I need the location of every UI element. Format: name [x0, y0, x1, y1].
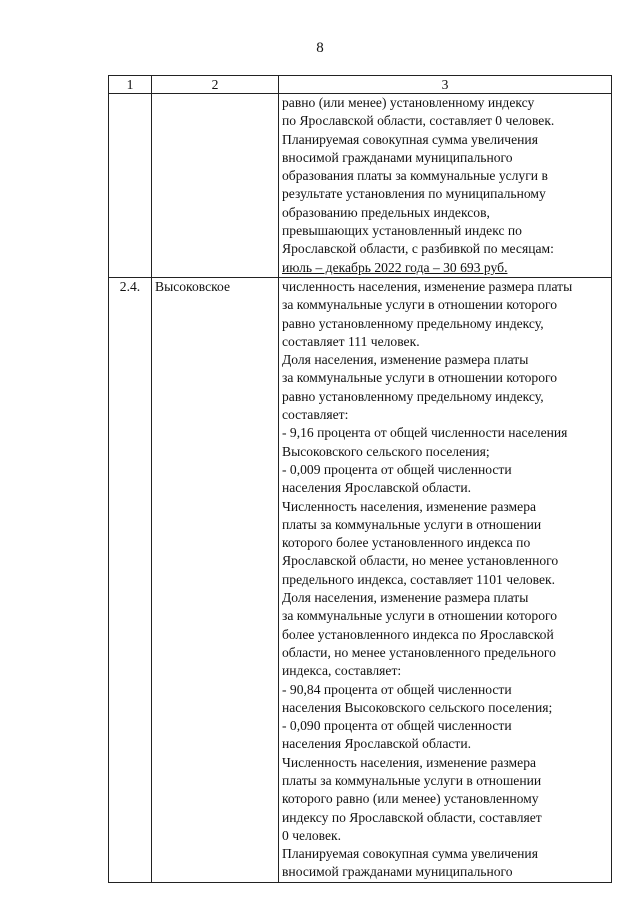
text-line: индексу по Ярославской области, составляет	[282, 809, 542, 825]
text-line: предельного индекса, составляет 1101 человек.	[282, 571, 556, 587]
text-line: населения Ярославской области.	[282, 736, 472, 752]
text-line: образования платы за коммунальные услуги в	[282, 168, 548, 184]
description-cell	[279, 277, 612, 882]
text-line: за коммунальные услуги в отношении которого	[282, 370, 558, 386]
text-line: превышающих установленный индекс по	[282, 223, 522, 239]
text-line: Ярославской области, с разбивкой по месяцам:	[282, 241, 554, 257]
text-line: по Ярославской области, составляет 0 человек.	[282, 113, 555, 129]
text-line: Доля населения, изменение размера платы	[282, 352, 529, 368]
text-line: платы за коммунальные услуги в отношении	[282, 516, 542, 532]
text-line: составляет 111 человек.	[282, 333, 420, 349]
text-line: - 90,84 процента от общей численности	[282, 681, 512, 697]
text-line: 0 человек.	[282, 827, 342, 843]
text-line: платы за коммунальные услуги в отношении	[282, 772, 542, 788]
text-line: Высоковского сельского поселения;	[282, 443, 490, 459]
text-line: за коммунальные услуги в отношении которого	[282, 608, 558, 624]
table-row	[109, 277, 612, 882]
text-line: численность населения, изменение размера платы	[282, 278, 573, 294]
description-cell	[279, 94, 612, 278]
text-line: индекса, составляет:	[282, 663, 402, 679]
municipality-name-cell: Высоковское	[152, 277, 279, 882]
text-line: Ярославской области, но менее установленного	[282, 553, 559, 569]
document-table	[108, 75, 612, 883]
column-header-2: 2	[152, 76, 279, 94]
text-line: которого равно (или менее) установленному	[282, 791, 539, 807]
municipality-name-cell	[152, 94, 279, 278]
text-line: за коммунальные услуги в отношении которого	[282, 297, 558, 313]
text-line: - 0,009 процента от общей численности	[282, 461, 512, 477]
text-line: - 9,16 процента от общей численности населения	[282, 425, 568, 441]
text-line: Доля населения, изменение размера платы	[282, 590, 529, 606]
text-line: области, но менее установленного предельного	[282, 644, 556, 660]
text-line: - 0,090 процента от общей численности	[282, 718, 512, 734]
text-line: населения Высоковского сельского поселения;	[282, 699, 553, 715]
text-line: которого более установленного индекса по	[282, 535, 531, 551]
row-number-cell	[109, 94, 152, 278]
text-line: равно (или менее) установленному индексу	[282, 95, 535, 110]
text-line: результате установления по муниципальному	[282, 186, 546, 202]
text-line: более установленного индекса по Ярославской	[282, 626, 554, 642]
text-line: июль – декабрь 2022 года – 30 693 руб.	[282, 259, 508, 275]
text-line: Планируемая совокупная сумма увеличения	[282, 846, 538, 862]
page-number: 8	[316, 40, 324, 56]
text-line: равно установленному предельному индексу,	[282, 388, 544, 404]
table-row	[109, 94, 612, 278]
table-header-row	[109, 76, 612, 94]
text-line: равно установленному предельному индексу,	[282, 315, 544, 331]
row-number-cell: 2.4.	[109, 277, 152, 882]
text-line: Планируемая совокупная сумма увеличения	[282, 131, 538, 147]
text-line: образованию предельных индексов,	[282, 204, 490, 220]
text-line: Численность населения, изменение размера	[282, 754, 537, 770]
table-body	[109, 94, 612, 883]
text-line: Численность населения, изменение размера	[282, 498, 537, 514]
column-header-1: 1	[109, 76, 152, 94]
text-line: населения Ярославской области.	[282, 480, 472, 496]
column-header-3: 3	[279, 76, 612, 94]
text-line: вносимой гражданами муниципального	[282, 149, 513, 165]
text-line: вносимой гражданами муниципального	[282, 864, 513, 880]
text-line: составляет:	[282, 407, 349, 423]
